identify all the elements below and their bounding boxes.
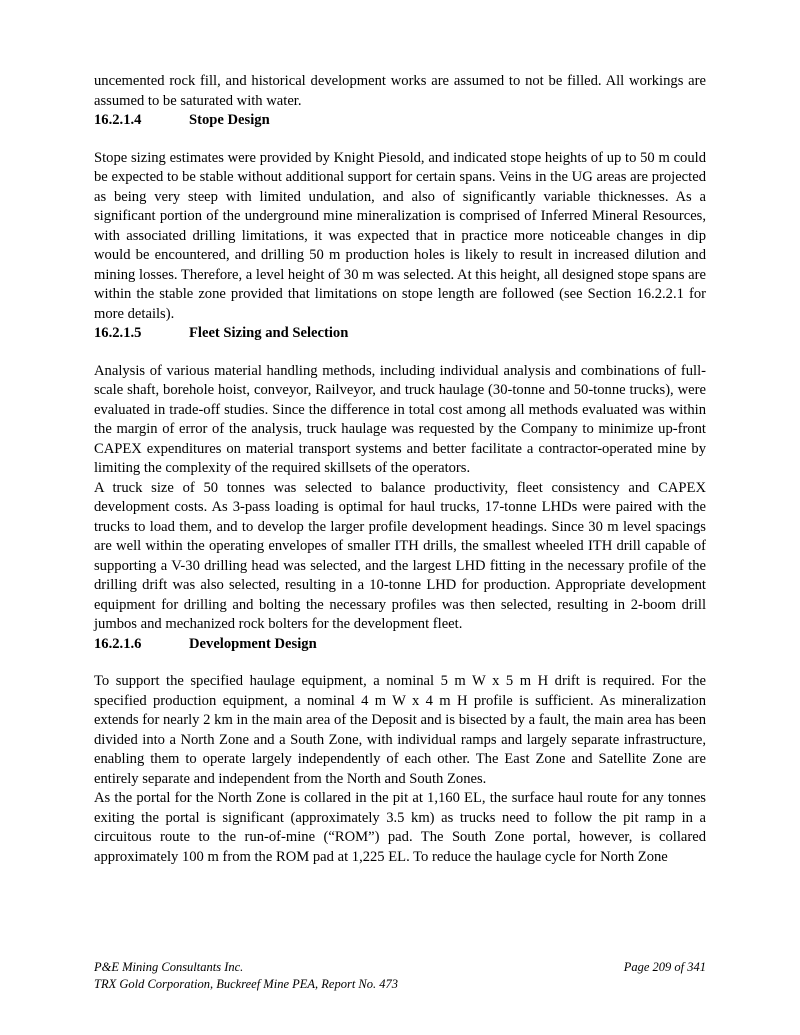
footer-company: P&E Mining Consultants Inc. — [94, 960, 244, 974]
section-title: Fleet Sizing and Selection — [189, 325, 349, 341]
intro-paragraph: uncemented rock fill, and historical development works are assumed to not be filled. All workings are assumed to be saturated with water. — [94, 73, 706, 109]
section-heading-development-design — [94, 635, 706, 655]
section-title: Stope Design — [189, 112, 270, 128]
fleet-paragraph-2: A truck size of 50 tonnes was selected to balance productivity, fleet consistency and CAPEX development costs. As 3-pass loading is optimal for haul trucks, 17-tonne LHDs were paired with the trucks to load them, and to develop the larger profile development headings. Since 30 m level spacings are well within the operating envelopes of smaller ITH drills, the smallest wheeled ITH drill capable of supporting a V-30 drilling head was selected, and the largest LHD fitting in the necessary profile of the drilling drift was also selected, resulting in a 10-tonne LHD for production. Appropriate development equipment for drilling and bolting the necessary profiles was then selected, resulting in 2-boom drill jumbos and mechanized rock bolters for the development fleet. — [94, 479, 706, 632]
section-heading-stope-design — [94, 111, 706, 131]
page-footer — [94, 959, 706, 993]
document-page — [94, 72, 706, 867]
fleet-paragraph-1: Analysis of various material handling methods, including individual analysis and combinations of full-scale shaft, borehole hoist, conveyor, Railveyor, and truck haulage (30-tonne and 50-tonne trucks), were evaluated in trade-off studies. Since the difference in total cost among all methods evaluated was within the margin of error of the analysis, truck haulage was requested by the Company to minimize up-front CAPEX expenditures on material transport systems and better facilitate a contractor-operated mine by limiting the complexity of the required skillsets of the operators. — [94, 362, 706, 476]
section-heading-fleet-sizing — [94, 324, 706, 344]
footer-report-title: TRX Gold Corporation, Buckreef Mine PEA, Report No. 473 — [94, 977, 399, 991]
footer-page-number: Page 209 of 341 — [623, 960, 706, 974]
stope-design-paragraph: Stope sizing estimates were provided by Knight Piesold, and indicated stope heights of up to 50 m could be expected to be stable without additional support for certain spans. Veins in the UG areas are projected as being very steep with limited undulation, and also of significantly variable thicknesses. As a significant portion of the underground mine mineralization is comprised of Inferred Mineral Resources, with associated drilling limitations, it was expected that in practice more noticeable changes in dip would be encountered, and drilling 50 m production holes is likely to result in increased dilution and mining losses. Therefore, a level height of 30 m was selected. At this height, all designed stope spans are within the stable zone provided that limitations on stope length are followed (see Section 16.2.2.1 for more details). — [94, 149, 706, 322]
development-paragraph-2: As the portal for the North Zone is collared in the pit at 1,160 EL, the surface haul route for any tonnes exiting the portal is significant (approximately 3.5 km) as trucks need to follow the pit ramp in a circuitous route to the run-of-mine (“ROM”) pad. The South Zone portal, however, is collared approximately 100 m from the ROM pad at 1,225 EL. To reduce the haulage cycle for North Zone — [94, 790, 706, 865]
development-paragraph-1: To support the specified haulage equipment, a nominal 5 m W x 5 m H drift is required. For the specified production equipment, a nominal 4 m W x 4 m H profile is sufficient. As mineralization extends for nearly 2 km in the main area of the Deposit and is bisected by a fault, the main area has been divided into a North Zone and a South Zone, with individual ramps and largely separate infrastructure, enabling them to operate largely independently of each other. The East Zone and Satellite Zone are entirely separate and independent from the North and South Zones. — [94, 673, 706, 787]
section-number: 16.2.1.6 — [94, 635, 142, 652]
section-title: Development Design — [189, 635, 317, 652]
section-number: 16.2.1.4 — [94, 112, 142, 128]
section-number: 16.2.1.5 — [94, 325, 142, 341]
